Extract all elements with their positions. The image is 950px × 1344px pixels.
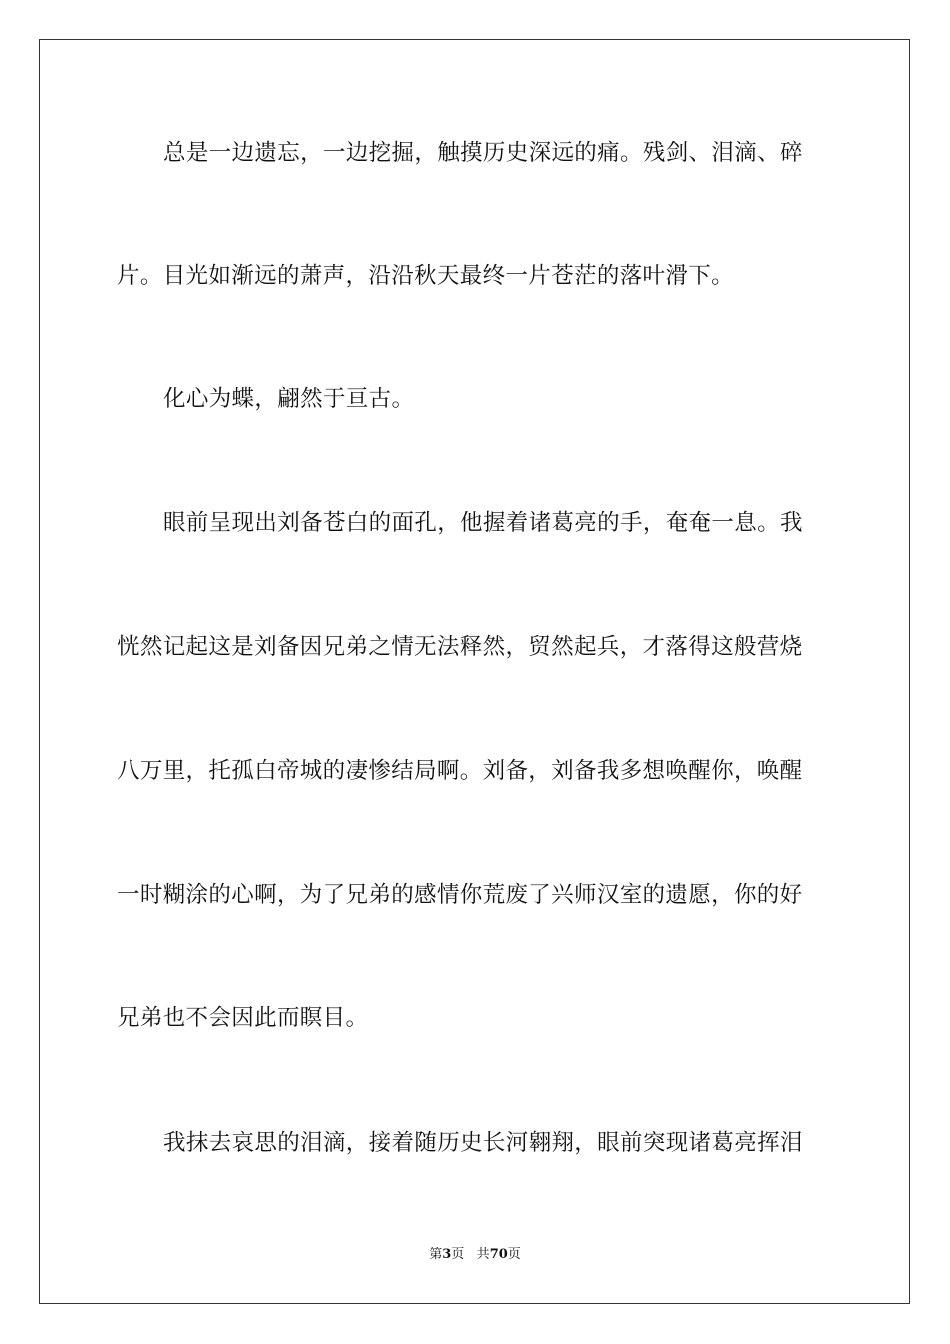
footer-total-prefix: 共 <box>476 1247 490 1262</box>
footer-page-suffix: 页 <box>451 1247 465 1262</box>
footer-page-prefix: 第 <box>429 1247 443 1262</box>
paragraph-line-8: 兄弟也不会因此而瞑目。 <box>117 1005 369 1031</box>
footer-total-number: 70 <box>489 1247 508 1262</box>
footer-total-suffix: 页 <box>507 1247 521 1262</box>
paragraph-line-4: 眼前呈现出刘备苍白的面孔，他握着诸葛亮的手，奄奄一息。我 <box>163 510 803 536</box>
paragraph-line-9: 我抹去哀思的泪滴，接着随历史长河翱翔，眼前突现诸葛亮挥泪 <box>163 1130 803 1156</box>
paragraph-line-3: 化心为蝶，翩然于亘古。 <box>163 386 415 412</box>
paragraph-line-5: 恍然记起这是刘备因兄弟之情无法释然，贸然起兵，才落得这般营烧 <box>117 634 803 660</box>
footer-page-number: 3 <box>442 1247 452 1262</box>
paragraph-line-2: 片。目光如渐远的萧声，沿沿秋天最终一片苍茫的落叶滑下。 <box>117 263 734 289</box>
paragraph-line-1: 总是一边遗忘，一边挖掘，触摸历史深远的痛。残剑、泪滴、碎 <box>163 140 803 166</box>
paragraph-line-7: 一时糊涂的心啊，为了兄弟的感情你荒废了兴师汉室的遗愿，你的好 <box>117 882 803 908</box>
page-border <box>39 39 910 1304</box>
paragraph-line-6: 八万里，托孤白帝城的凄惨结局啊。刘备，刘备我多想唤醒你，唤醒 <box>117 758 803 784</box>
page-footer <box>0 1246 950 1264</box>
